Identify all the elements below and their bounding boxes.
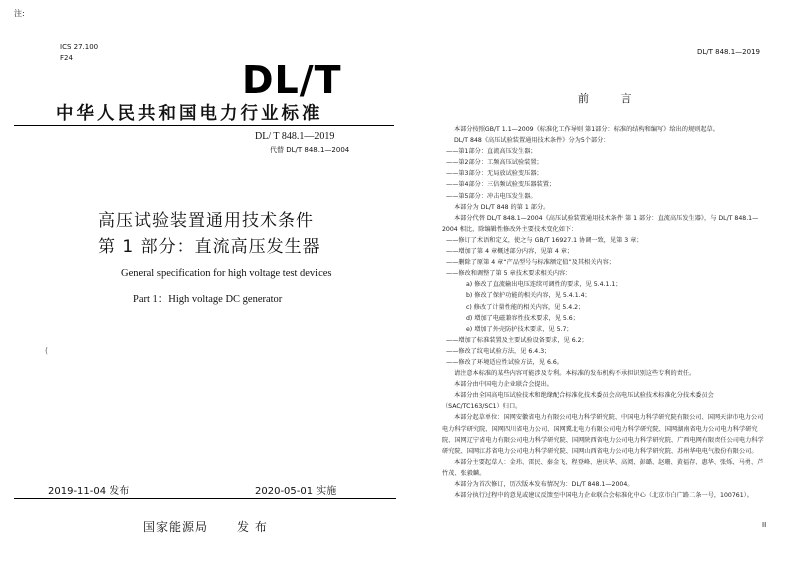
publish-date: 2019-11-04 发布 — [48, 486, 130, 497]
foreword-page — [400, 0, 800, 567]
foreword-paragraph: 本部分按照GB/T 1.1—2009《标准化工作导则 第1部分：标准的结构和编写》给出的规则起草。 — [454, 126, 719, 133]
replaces-note: 代替 DL/T 848.1—2004 — [270, 146, 350, 154]
document-title — [98, 208, 321, 260]
footer-rule — [14, 498, 396, 499]
foreword-paragraph: ——修改了纹电试验方法，见 6.4.3； — [446, 347, 551, 355]
foreword-paragraph: a) 修改了直流输出电压连续可调性的要求，见 5.4.1.1； — [466, 281, 622, 289]
foreword-paragraph: 本部分执行过程中的意见或建议反馈至中国电力企业联合会标准化中心（北京市白广路二条一号，100761）。 — [454, 492, 753, 500]
foreword-paragraph: 本部分代替 DL/T 848.1—2004《高压试验装置通用技术条件 第 1 部分：直流高压发生器》，与 DL/T 848.1—2004 相比，除编辑性修改外主要技术变化如下： — [442, 214, 759, 233]
foreword-body — [442, 124, 764, 501]
foreword-paragraph: ——修改了环境适应性试验方法，见 6.6。 — [446, 358, 563, 366]
foreword-paragraph: ——第4部分：三倍频试验变压器装置； — [446, 181, 556, 189]
foreword-paragraph: b) 修改了保护功能的相关内容，见 5.4.1.4； — [466, 292, 591, 300]
issue-action: 发 布 — [237, 520, 268, 534]
implement-date: 2020-05-01 实施 — [255, 486, 337, 497]
foreword-paragraph: 本部分为 DL/T 848 的第 1 部分。 — [454, 203, 550, 211]
stray-mark: ( — [45, 346, 49, 355]
english-title: General specification for high voltage test devices — [121, 268, 332, 279]
header-rule — [14, 125, 394, 126]
title-line-1: 高压试验装置通用技术条件 — [98, 211, 314, 231]
page-number: II — [762, 521, 767, 529]
issuing-agency: 国家能源局 — [143, 520, 209, 534]
foreword-paragraph: 本部分主要起草人：金玮、雷民、秦金飞、程登峰、唐庆华、高阅、彭璐、赵珊、黄福存、惠华、张烁、马勇、芦竹茂、张毅麟。 — [442, 458, 764, 477]
foreword-paragraph: 本部分由中国电力企业联合会提出。 — [454, 381, 553, 389]
standard-title: 中华人民共和国电力行业标准 — [56, 104, 323, 124]
ics-code — [60, 42, 98, 64]
ccs-number: F24 — [60, 54, 73, 62]
foreword-paragraph: ——第3部分：无局放试验变压器； — [446, 170, 543, 178]
foreword-paragraph: c) 修改了计量性能的相关内容，见 5.4.2； — [466, 303, 585, 311]
english-subtitle: Part 1：High voltage DC generator — [133, 294, 283, 305]
foreword-paragraph: ——第1部分：直流高压发生器； — [446, 148, 537, 156]
foreword-paragraph: ——删除了原第 4 章“产品型号与标准额定值”及其相关内容； — [446, 259, 615, 267]
foreword-paragraph: ——第5部分：冲击电压发生器。 — [446, 192, 537, 200]
running-header: DL/T 848.1—2019 — [696, 48, 760, 56]
foreword-paragraph: ——增加了标准装置及主要试验设备要求，见 6.2； — [446, 336, 588, 344]
foreword-paragraph: DL/T 848《高压试验装置通用技术条件》分为5个部分： — [454, 137, 610, 145]
foreword-paragraph: 本部分起草单位：国网安徽省电力有限公司电力科学研究院、中国电力科学研究院有限公司、国网天津市电力公司电力科学研究院、国网四川省电力公司、国网冀北电力有限公司电力科学研究院、国网湖南省电力公司电力科学研究院、国网辽宁省电力有限公司电力科学研究院、国网陕西省电力公司电力科学研究院、广西电网有限责任公司电力科学研究院、国网江苏省电力公司电力科学研究院、国网山西省电力公司电力科学研究院、苏州华电电气股份有限公司。 — [442, 414, 764, 455]
foreword-paragraph: 本部分为首次修订，历次版本发布情况为：DL/T 848.1—2004。 — [454, 481, 634, 488]
foreword-paragraph: e) 增加了外壳防护技术要求，见 5.7； — [466, 325, 573, 333]
dlt-logo: DL/T — [242, 58, 342, 102]
foreword-paragraph: 请注意本标准的某些内容可能涉及专利。本标准的发布机构不承担识别这些专利的责任。 — [454, 370, 696, 378]
foreword-paragraph: ——修订了术语和定义，使之与 GB/T 16927.1 协调一致，见第 3 章； — [446, 236, 643, 244]
standard-number: DL/ T 848.1—2019 — [255, 131, 335, 142]
foreword-paragraph: d) 增加了电磁兼容性技术要求，见 5.6； — [466, 314, 579, 322]
ics-number: ICS 27.100 — [60, 43, 99, 51]
note-label: 注: — [14, 9, 25, 18]
foreword-paragraph: ——增加了第 4 章概述部分内容，见第 4 章； — [446, 248, 574, 256]
foreword-paragraph: ——第2部分：工频高压试验装置； — [446, 159, 543, 167]
title-line-2: 第 1 部分：直流高压发生器 — [98, 237, 321, 257]
foreword-heading: 前 言 — [578, 92, 646, 105]
foreword-paragraph: 本部分由全国高电压试验技术和绝缘配合标准化技术委员会高电压试验技术标准化分技术委员会（SAC/TC163/SC1）归口。 — [442, 392, 714, 411]
foreword-paragraph: ——修改和调整了第 5 章技术要求相关内容： — [446, 270, 572, 278]
